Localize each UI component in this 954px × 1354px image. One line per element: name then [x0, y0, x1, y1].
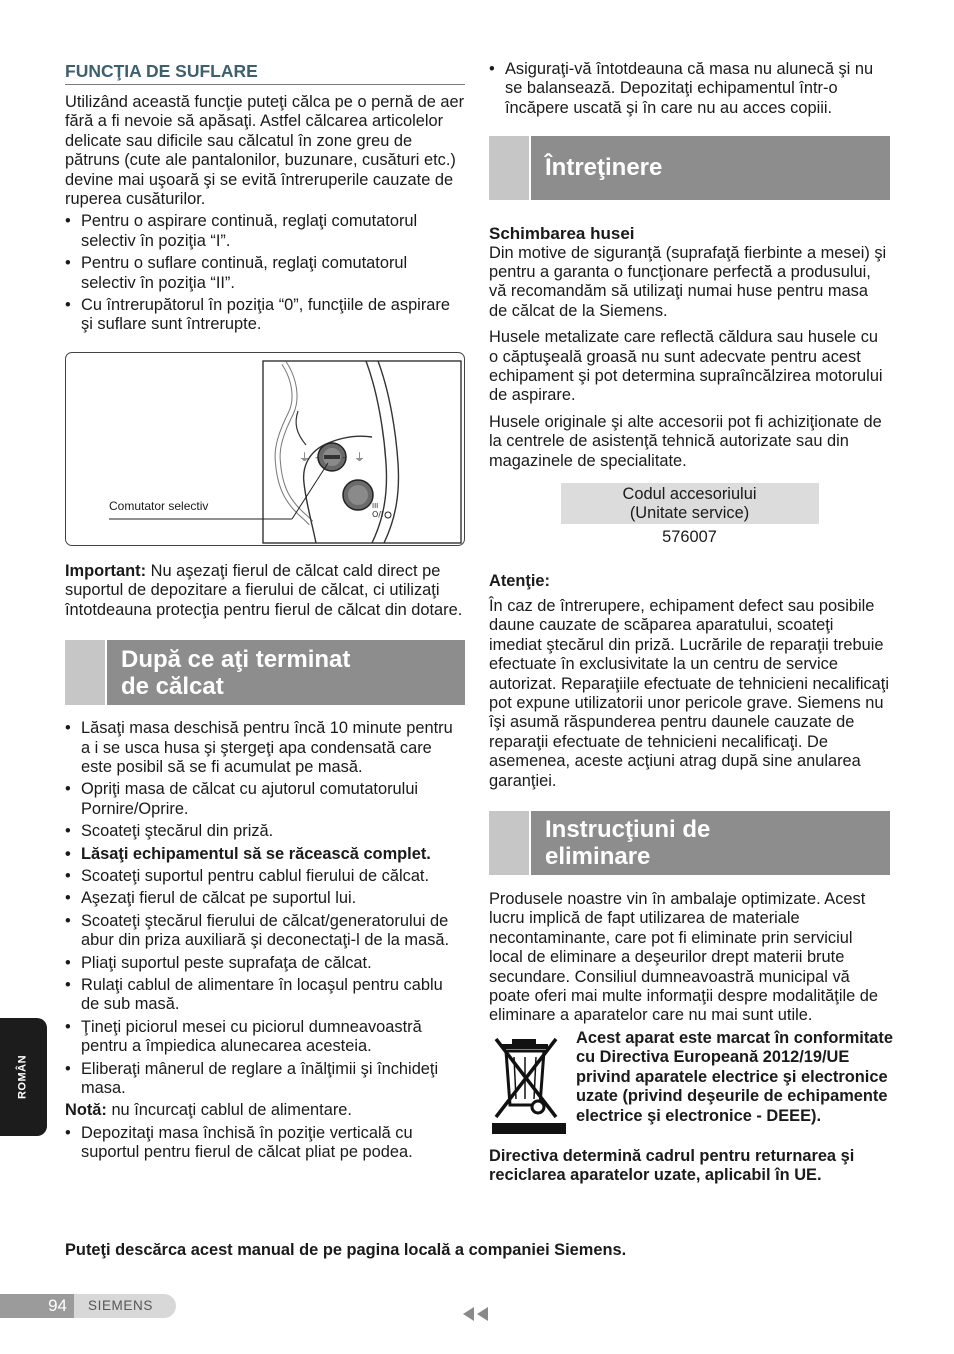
cover-paragraph-2: Husele metalizate care reflectă căldura sau husele cu o căptuşeală groasă nu sunt adecvate pentru acest echipament şi pot determina supraîncălzirea motorului de aspirare. — [489, 328, 883, 405]
language-tab — [0, 1018, 47, 1136]
note-label: Notă: — [65, 1101, 107, 1120]
important-label: Important: — [65, 561, 147, 580]
storage-list — [65, 1124, 465, 1163]
list-item: • Eliberaţi mânerul de reglare a înălţimii şi închideţi masa. — [65, 1060, 465, 1099]
list-item: • Opriţi masa de călcat cu ajutorul comutatorului Pornire/Oprire. — [65, 780, 465, 819]
language-tab-label: ROMÂN — [16, 1054, 29, 1100]
list-item: • Depozitaţi masa închisă în poziţie verticală cu suportul pentru fierul de călcat pliat pe podea. — [65, 1124, 465, 1163]
disposal-heading-line2: eliminare — [545, 842, 651, 870]
page-number: 94 — [0, 1294, 74, 1318]
maintenance-heading — [489, 136, 890, 200]
list-item: • Pentru o suflare continuă, reglaţi comutatorul selectiv în poziţia “II”. — [65, 254, 465, 293]
important-note — [65, 562, 465, 620]
left-column — [65, 60, 465, 1166]
selector-switch-label: Comutator selectiv — [109, 498, 209, 513]
svg-text:III: III — [372, 501, 379, 510]
accessory-code-label-line2: (Unitate service) — [629, 504, 750, 523]
svg-text:O/I: O/I — [372, 509, 384, 519]
accessory-code-label-line1: Codul accesoriului — [622, 485, 757, 504]
accessory-code-label-box — [561, 483, 819, 524]
svg-text:–: – — [342, 452, 347, 463]
list-item: • Pliaţi suportul peste suprafaţa de călcat. — [65, 954, 465, 973]
note-text: nu încurcaţi cablul de alimentare. — [106, 1101, 352, 1120]
storage-safety-list — [489, 60, 890, 118]
blow-function-heading: FUNCŢIA DE SUFLARE — [65, 60, 465, 85]
cover-paragraph-3: Husele originale şi alte accesorii pot fi achiziţionate de la centrele de asistenţă tehnică autorizate sau din magazinele de specialitate. — [489, 412, 882, 470]
cover-paragraph-1: Din motive de siguranţă (suprafaţă fierbinte a mesei) şi pentru a garanta o funcţionare perfectă a produsului, vă recomandăm să utilizaţi numai huse pentru masa de călcat de la Siemens. — [489, 243, 887, 320]
list-item: • Lăsaţi masa deschisă pentru încă 10 minute pentru a i se usca husa şi ştergeţi apa condensată care este posibil să se fi acumulat pe masă. — [65, 719, 465, 777]
weee-directive-text: Directiva determină cadrul pentru returnarea şi reciclarea aparatelor uzate, aplicabil în UE. — [489, 1146, 855, 1185]
list-item: • Aşezaţi fierul de călcat pe suportul lui. — [65, 889, 465, 908]
accessory-code-value: 576007 — [662, 528, 717, 547]
list-item: • Scoateţi suportul pentru cablul fierului de călcat. — [65, 867, 465, 886]
svg-text:⏚: ⏚ — [354, 450, 365, 464]
svg-text:–: – — [315, 452, 320, 463]
after-ironing-heading-line2: de călcat — [121, 673, 224, 701]
list-item: • Pentru o aspirare continuă, reglaţi comutatorul selectiv în poziţia “I”. — [65, 212, 465, 251]
brand-name: SIEMENS — [88, 1298, 153, 1313]
list-item: • Asiguraţi-vă întotdeauna că masa nu alunecă şi nu se balansează. Depozitaţi echipamentul într-o încăpere uscată şi în care nu au acces copiii. — [489, 60, 890, 118]
page-footer — [0, 1294, 176, 1318]
after-ironing-heading — [65, 640, 465, 705]
list-item: • Rulaţi cablul de alimentare în locaşul pentru cablu de sub masă. — [65, 976, 465, 1015]
warning-text: În caz de întrerupere, echipament defect sau posibile daune cauzate de scăparea aparatului, scoateţi imediat ştecărul din priză. Lucrările de reparaţii trebuie efectuate în exclusivitate la un centru de service autorizat. Reparaţiile efectuate de tehnicieni necalificaţi pot expune utilizatorii unor pericole grave. Siemens nu îşi asumă răspunderea pentru daunele cauzate de reparaţii efectuate de tehnicieni necalificaţi. De asemenea, aceste acţiuni atrag după sine anularea garanţiei. — [489, 596, 889, 790]
manual-download-note: Puteţi descărca acest manual de pe pagina locală a companiei Siemens. — [65, 1241, 627, 1259]
important-text: Nu aşezaţi fierul de călcat cald direct pe suportul de depozitare a fierului de călcat, ci utilizaţi întotdeauna protecţia pentru fierul de călcat din dotare. — [65, 561, 463, 619]
list-item: • Scoateţi ştecărul din priză. — [65, 822, 465, 841]
disposal-heading — [489, 811, 890, 875]
list-item: • Ţineţi piciorul mesei cu piciorul dumneavoastră pentru a împiedica alunecarea acesteia. — [65, 1018, 465, 1057]
disposal-heading-line1: Instrucţiuni de — [545, 815, 711, 843]
warning-heading: Atenţie: — [489, 571, 551, 590]
right-column — [489, 60, 894, 1186]
double-left-arrow-icon[interactable] — [462, 1306, 490, 1322]
list-item: • Lăsaţi echipamentul să se răcească complet. — [65, 845, 465, 864]
crossed-out-wheelie-bin-icon — [490, 1033, 570, 1135]
blow-function-intro: Utilizând această funcţie puteţi călca pe o pernă de aer fără a fi nevoie să apăsaţi. Astfel călcarea articolelor delicate sau dificile sau călcatul în zone greu de pătruns (cute ale pantalonilor, buzunare, cusături etc.) devine mai uşoară şi se evită întreruperile cauzate de ruperea cusăturilor. — [65, 93, 465, 209]
maintenance-heading-text: Întreţinere — [545, 154, 663, 182]
selector-switch-illustration — [66, 353, 465, 545]
weee-marking-text: Acest aparat este marcat în conformitate cu Directiva Europeană 2012/19/UE privind aparatele electrice şi electronice uzate (privind deşeurile de echipamente electrice şi electronice - DEEE). — [576, 1028, 894, 1125]
selector-switch-figure — [65, 352, 465, 546]
list-item: • Cu întrerupătorul în poziţia “0”, funcţiile de aspirare şi suflare sunt întrerupte. — [65, 296, 465, 335]
after-ironing-list — [65, 719, 465, 1098]
disposal-text: Produsele noastre vin în ambalaje optimizate. Acest lucru implică de fapt utilizarea de materiale necontaminante, care pot fi eliminate prin serviciul local de eliminare a deşeurilor drept materii brute secundare. Consiliul dumneavoastră municipal vă poate oferi mai multe informaţii despre modalităţile de eliminare a aparatelor care nu mai sunt utile. — [489, 889, 879, 1025]
weee-block — [489, 1028, 894, 1147]
svg-text:⏚: ⏚ — [299, 450, 310, 464]
blow-function-list — [65, 212, 465, 334]
cable-note — [65, 1101, 465, 1120]
after-ironing-heading-line1: După ce aţi terminat — [121, 646, 351, 674]
cover-change-heading: Schimbarea husei — [489, 224, 635, 244]
list-item: • Scoateţi ştecărul fierului de călcat/generatorului de abur din priza auxiliară şi deconectaţi-l de la masă. — [65, 912, 465, 951]
